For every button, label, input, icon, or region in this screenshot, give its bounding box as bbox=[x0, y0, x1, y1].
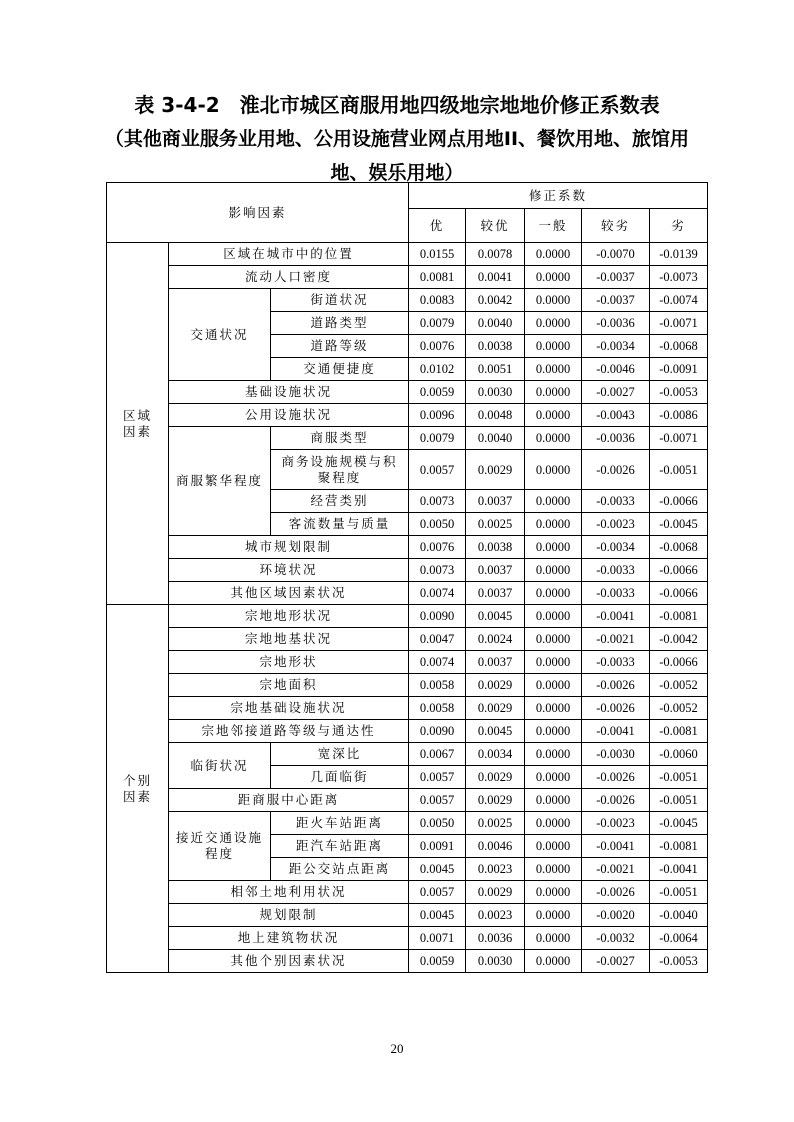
coefficient-value: -0.0033 bbox=[582, 559, 650, 582]
coefficient-value: -0.0068 bbox=[650, 335, 708, 358]
coefficient-value: -0.0037 bbox=[582, 289, 650, 312]
factor-label: 道路类型 bbox=[271, 312, 409, 335]
coefficient-value: 0.0037 bbox=[466, 559, 525, 582]
factor-label: 城市规划限制 bbox=[169, 536, 409, 559]
coefficient-value: -0.0051 bbox=[650, 881, 708, 904]
header-level: 一般 bbox=[525, 209, 582, 243]
coefficient-value: 0.0000 bbox=[525, 858, 582, 881]
correction-coefficient-table bbox=[106, 182, 708, 973]
header-level: 劣 bbox=[650, 209, 708, 243]
coefficient-value: 0.0081 bbox=[409, 266, 466, 289]
coefficient-value: -0.0041 bbox=[582, 605, 650, 628]
coefficient-value: -0.0081 bbox=[650, 720, 708, 743]
coefficient-value: 0.0023 bbox=[466, 904, 525, 927]
factor-label: 距汽车站距离 bbox=[271, 835, 409, 858]
coefficient-value: 0.0036 bbox=[466, 927, 525, 950]
coefficient-value: -0.0043 bbox=[582, 404, 650, 427]
coefficient-value: 0.0000 bbox=[525, 628, 582, 651]
subgroup-transport: 接近交通设施程度 bbox=[169, 812, 271, 881]
table-row bbox=[107, 289, 708, 312]
coefficient-value: -0.0027 bbox=[582, 950, 650, 973]
coefficient-value: 0.0029 bbox=[466, 697, 525, 720]
coefficient-value: 0.0045 bbox=[409, 904, 466, 927]
table-row bbox=[107, 243, 708, 266]
coefficient-value: 0.0025 bbox=[466, 513, 525, 536]
coefficient-value: -0.0052 bbox=[650, 697, 708, 720]
group-individual: 个别因素 bbox=[107, 605, 169, 973]
coefficient-value: 0.0000 bbox=[525, 881, 582, 904]
coefficient-value: -0.0042 bbox=[650, 628, 708, 651]
factor-label: 宗地地基状况 bbox=[169, 628, 409, 651]
coefficient-value: -0.0051 bbox=[650, 766, 708, 789]
factor-label: 道路等级 bbox=[271, 335, 409, 358]
coefficient-value: 0.0045 bbox=[409, 858, 466, 881]
coefficient-value: 0.0051 bbox=[466, 358, 525, 381]
coefficient-value: -0.0045 bbox=[650, 513, 708, 536]
coefficient-value: -0.0081 bbox=[650, 605, 708, 628]
coefficient-value: -0.0051 bbox=[650, 450, 708, 490]
coefficient-value: -0.0026 bbox=[582, 450, 650, 490]
coefficient-value: -0.0033 bbox=[582, 651, 650, 674]
factor-label: 宽深比 bbox=[271, 743, 409, 766]
coefficient-value: 0.0074 bbox=[409, 651, 466, 674]
coefficient-value: -0.0081 bbox=[650, 835, 708, 858]
coefficient-value: 0.0096 bbox=[409, 404, 466, 427]
factor-label: 其他区域因素状况 bbox=[169, 582, 409, 605]
coefficient-value: -0.0041 bbox=[582, 720, 650, 743]
coefficient-value: 0.0038 bbox=[466, 536, 525, 559]
coefficient-value: -0.0074 bbox=[650, 289, 708, 312]
coefficient-value: 0.0057 bbox=[409, 450, 466, 490]
coefficient-value: -0.0060 bbox=[650, 743, 708, 766]
table-row bbox=[107, 381, 708, 404]
table-row bbox=[107, 582, 708, 605]
coefficient-value: 0.0000 bbox=[525, 490, 582, 513]
coefficient-value: 0.0155 bbox=[409, 243, 466, 266]
coefficient-value: 0.0029 bbox=[466, 450, 525, 490]
coefficient-value: -0.0021 bbox=[582, 628, 650, 651]
table-row bbox=[107, 789, 708, 812]
coefficient-value: 0.0076 bbox=[409, 536, 466, 559]
coefficient-value: 0.0000 bbox=[525, 381, 582, 404]
factor-label: 客流数量与质量 bbox=[271, 513, 409, 536]
coefficient-value: -0.0041 bbox=[582, 835, 650, 858]
table-body bbox=[107, 183, 708, 973]
factor-label: 距商服中心距离 bbox=[169, 789, 409, 812]
coefficient-value: 0.0000 bbox=[525, 674, 582, 697]
table-row bbox=[107, 743, 708, 766]
table-row bbox=[107, 950, 708, 973]
factor-label: 公用设施状况 bbox=[169, 404, 409, 427]
coefficient-value: -0.0030 bbox=[582, 743, 650, 766]
table-row bbox=[107, 628, 708, 651]
factor-label: 规划限制 bbox=[169, 904, 409, 927]
coefficient-value: 0.0037 bbox=[466, 490, 525, 513]
coefficient-value: -0.0026 bbox=[582, 789, 650, 812]
subgroup-street: 临街状况 bbox=[169, 743, 271, 789]
coefficient-value: 0.0000 bbox=[525, 243, 582, 266]
coefficient-value: 0.0045 bbox=[466, 720, 525, 743]
coefficient-value: 0.0000 bbox=[525, 651, 582, 674]
table-row bbox=[107, 904, 708, 927]
coefficient-value: -0.0086 bbox=[650, 404, 708, 427]
coefficient-value: 0.0050 bbox=[409, 812, 466, 835]
coefficient-value: -0.0034 bbox=[582, 536, 650, 559]
factor-label: 流动人口密度 bbox=[169, 266, 409, 289]
coefficient-value: -0.0037 bbox=[582, 266, 650, 289]
coefficient-value: -0.0051 bbox=[650, 789, 708, 812]
coefficient-value: -0.0034 bbox=[582, 335, 650, 358]
coefficient-value: -0.0053 bbox=[650, 950, 708, 973]
coefficient-value: 0.0029 bbox=[466, 674, 525, 697]
coefficient-value: -0.0040 bbox=[650, 904, 708, 927]
coefficient-value: 0.0034 bbox=[466, 743, 525, 766]
table-row bbox=[107, 536, 708, 559]
coefficient-value: 0.0047 bbox=[409, 628, 466, 651]
coefficient-value: 0.0000 bbox=[525, 358, 582, 381]
table-row bbox=[107, 720, 708, 743]
coefficient-value: 0.0000 bbox=[525, 766, 582, 789]
table-row bbox=[107, 927, 708, 950]
coefficient-value: -0.0073 bbox=[650, 266, 708, 289]
coefficient-value: -0.0046 bbox=[582, 358, 650, 381]
table-row bbox=[107, 674, 708, 697]
factor-label: 距火车站距离 bbox=[271, 812, 409, 835]
factor-label: 其他个别因素状况 bbox=[169, 950, 409, 973]
coefficient-value: 0.0073 bbox=[409, 559, 466, 582]
header-factor: 影响因素 bbox=[107, 183, 409, 243]
coefficient-value: -0.0052 bbox=[650, 674, 708, 697]
coefficient-value: -0.0026 bbox=[582, 766, 650, 789]
factor-label: 基础设施状况 bbox=[169, 381, 409, 404]
factor-label: 区域在城市中的位置 bbox=[169, 243, 409, 266]
title-line-1: 表 3-4-2 淮北市城区商服用地四级地宗地地价修正系数表 bbox=[134, 93, 660, 117]
coefficient-value: -0.0066 bbox=[650, 582, 708, 605]
coefficient-value: -0.0139 bbox=[650, 243, 708, 266]
coefficient-value: 0.0091 bbox=[409, 835, 466, 858]
coefficient-value: 0.0000 bbox=[525, 513, 582, 536]
coefficient-value: 0.0050 bbox=[409, 513, 466, 536]
coefficient-value: -0.0066 bbox=[650, 559, 708, 582]
header-level: 优 bbox=[409, 209, 466, 243]
coefficient-value: 0.0046 bbox=[466, 835, 525, 858]
coefficient-value: -0.0071 bbox=[650, 312, 708, 335]
coefficient-value: 0.0058 bbox=[409, 697, 466, 720]
coefficient-value: 0.0057 bbox=[409, 789, 466, 812]
coefficient-value: 0.0000 bbox=[525, 266, 582, 289]
coefficient-value: -0.0036 bbox=[582, 312, 650, 335]
coefficient-value: 0.0079 bbox=[409, 427, 466, 450]
coefficient-value: -0.0033 bbox=[582, 582, 650, 605]
factor-label: 交通便捷度 bbox=[271, 358, 409, 381]
coefficient-value: 0.0059 bbox=[409, 950, 466, 973]
coefficient-value: 0.0000 bbox=[525, 582, 582, 605]
page-number: 20 bbox=[390, 1041, 404, 1056]
factor-label: 商服类型 bbox=[271, 427, 409, 450]
coefficient-value: 0.0102 bbox=[409, 358, 466, 381]
coefficient-value: 0.0083 bbox=[409, 289, 466, 312]
coefficient-value: 0.0000 bbox=[525, 904, 582, 927]
coefficient-value: -0.0036 bbox=[582, 427, 650, 450]
factor-label: 宗地邻接道路等级与通达性 bbox=[169, 720, 409, 743]
coefficient-value: 0.0057 bbox=[409, 766, 466, 789]
coefficient-value: 0.0067 bbox=[409, 743, 466, 766]
coefficient-value: 0.0000 bbox=[525, 427, 582, 450]
factor-label: 相邻土地利用状况 bbox=[169, 881, 409, 904]
coefficient-value: 0.0000 bbox=[525, 605, 582, 628]
factor-label: 环境状况 bbox=[169, 559, 409, 582]
table-row bbox=[107, 559, 708, 582]
table-row bbox=[107, 812, 708, 835]
factor-label: 商务设施规模与积聚程度 bbox=[271, 450, 409, 490]
coefficient-value: 0.0029 bbox=[466, 881, 525, 904]
coefficient-value: -0.0064 bbox=[650, 927, 708, 950]
coefficient-value: 0.0024 bbox=[466, 628, 525, 651]
coefficient-value: 0.0000 bbox=[525, 720, 582, 743]
coefficient-value: 0.0071 bbox=[409, 927, 466, 950]
coefficient-value: 0.0076 bbox=[409, 335, 466, 358]
coefficient-value: 0.0000 bbox=[525, 950, 582, 973]
coefficient-value: -0.0023 bbox=[582, 513, 650, 536]
coefficient-value: 0.0000 bbox=[525, 404, 582, 427]
subgroup-traffic: 交通状况 bbox=[169, 289, 271, 381]
coefficient-value: -0.0033 bbox=[582, 490, 650, 513]
coefficient-value: 0.0073 bbox=[409, 490, 466, 513]
coefficient-value: 0.0040 bbox=[466, 427, 525, 450]
coefficient-value: 0.0090 bbox=[409, 720, 466, 743]
factor-label: 几面临街 bbox=[271, 766, 409, 789]
coefficient-value: -0.0027 bbox=[582, 381, 650, 404]
title-line-3: 地、娱乐用地） bbox=[330, 162, 464, 184]
coefficient-value: 0.0000 bbox=[525, 450, 582, 490]
factor-label: 街道状况 bbox=[271, 289, 409, 312]
coefficient-value: 0.0042 bbox=[466, 289, 525, 312]
coefficient-value: 0.0000 bbox=[525, 312, 582, 335]
factor-label: 宗地面积 bbox=[169, 674, 409, 697]
coefficient-value: -0.0026 bbox=[582, 697, 650, 720]
header-level: 较劣 bbox=[582, 209, 650, 243]
coefficient-value: 0.0000 bbox=[525, 335, 582, 358]
coefficient-value: 0.0000 bbox=[525, 835, 582, 858]
coefficient-value: 0.0037 bbox=[466, 582, 525, 605]
coefficient-value: 0.0000 bbox=[525, 536, 582, 559]
factor-label: 地上建筑物状况 bbox=[169, 927, 409, 950]
coefficient-value: 0.0078 bbox=[466, 243, 525, 266]
factor-label: 距公交站点距离 bbox=[271, 858, 409, 881]
coefficient-value: 0.0037 bbox=[466, 651, 525, 674]
factor-label: 宗地形状 bbox=[169, 651, 409, 674]
coefficient-value: 0.0048 bbox=[466, 404, 525, 427]
coefficient-value: -0.0070 bbox=[582, 243, 650, 266]
coefficient-value: -0.0066 bbox=[650, 490, 708, 513]
coefficient-value: -0.0068 bbox=[650, 536, 708, 559]
coefficient-value: -0.0091 bbox=[650, 358, 708, 381]
table-title bbox=[0, 88, 794, 190]
title-line-2: （其他商业服务业用地、公用设施营业网点用地II、餐饮用地、旅馆用 bbox=[104, 128, 690, 150]
coefficient-value: 0.0058 bbox=[409, 674, 466, 697]
coefficient-value: 0.0090 bbox=[409, 605, 466, 628]
coefficient-value: -0.0053 bbox=[650, 381, 708, 404]
coefficient-value: 0.0000 bbox=[525, 289, 582, 312]
coefficient-value: -0.0026 bbox=[582, 881, 650, 904]
coefficient-value: 0.0059 bbox=[409, 381, 466, 404]
coefficient-value: -0.0041 bbox=[650, 858, 708, 881]
header-coefficient: 修正系数 bbox=[409, 183, 708, 209]
coefficient-value: 0.0000 bbox=[525, 927, 582, 950]
table-row bbox=[107, 404, 708, 427]
table-row bbox=[107, 427, 708, 450]
coefficient-value: 0.0000 bbox=[525, 697, 582, 720]
subgroup-commerce: 商服繁华程度 bbox=[169, 427, 271, 536]
factor-label: 宗地基础设施状况 bbox=[169, 697, 409, 720]
coefficient-value: 0.0030 bbox=[466, 381, 525, 404]
factor-label: 经营类别 bbox=[271, 490, 409, 513]
coefficient-value: 0.0079 bbox=[409, 312, 466, 335]
coefficient-value: -0.0032 bbox=[582, 927, 650, 950]
coefficient-value: 0.0041 bbox=[466, 266, 525, 289]
coefficient-value: 0.0025 bbox=[466, 812, 525, 835]
coefficient-value: 0.0023 bbox=[466, 858, 525, 881]
coefficient-value: 0.0000 bbox=[525, 559, 582, 582]
group-regional: 区域因素 bbox=[107, 243, 169, 605]
table-row bbox=[107, 651, 708, 674]
header-row bbox=[107, 183, 708, 209]
coefficient-value: 0.0074 bbox=[409, 582, 466, 605]
coefficient-value: 0.0030 bbox=[466, 950, 525, 973]
coefficient-value: 0.0000 bbox=[525, 812, 582, 835]
table-row bbox=[107, 697, 708, 720]
coefficient-value: 0.0040 bbox=[466, 312, 525, 335]
coefficient-value: -0.0021 bbox=[582, 858, 650, 881]
coefficient-value: 0.0029 bbox=[466, 766, 525, 789]
coefficient-value: 0.0045 bbox=[466, 605, 525, 628]
coefficient-value: -0.0023 bbox=[582, 812, 650, 835]
coefficient-value: 0.0057 bbox=[409, 881, 466, 904]
table-row bbox=[107, 266, 708, 289]
table-row bbox=[107, 605, 708, 628]
factor-label: 宗地地形状况 bbox=[169, 605, 409, 628]
coefficient-value: -0.0045 bbox=[650, 812, 708, 835]
coefficient-value: -0.0026 bbox=[582, 674, 650, 697]
coefficient-value: -0.0066 bbox=[650, 651, 708, 674]
coefficient-value: -0.0071 bbox=[650, 427, 708, 450]
coefficient-value: 0.0038 bbox=[466, 335, 525, 358]
header-level: 较优 bbox=[466, 209, 525, 243]
coefficient-value: -0.0020 bbox=[582, 904, 650, 927]
table-row bbox=[107, 881, 708, 904]
coefficient-value: 0.0000 bbox=[525, 789, 582, 812]
coefficient-value: 0.0000 bbox=[525, 743, 582, 766]
coefficient-value: 0.0029 bbox=[466, 789, 525, 812]
